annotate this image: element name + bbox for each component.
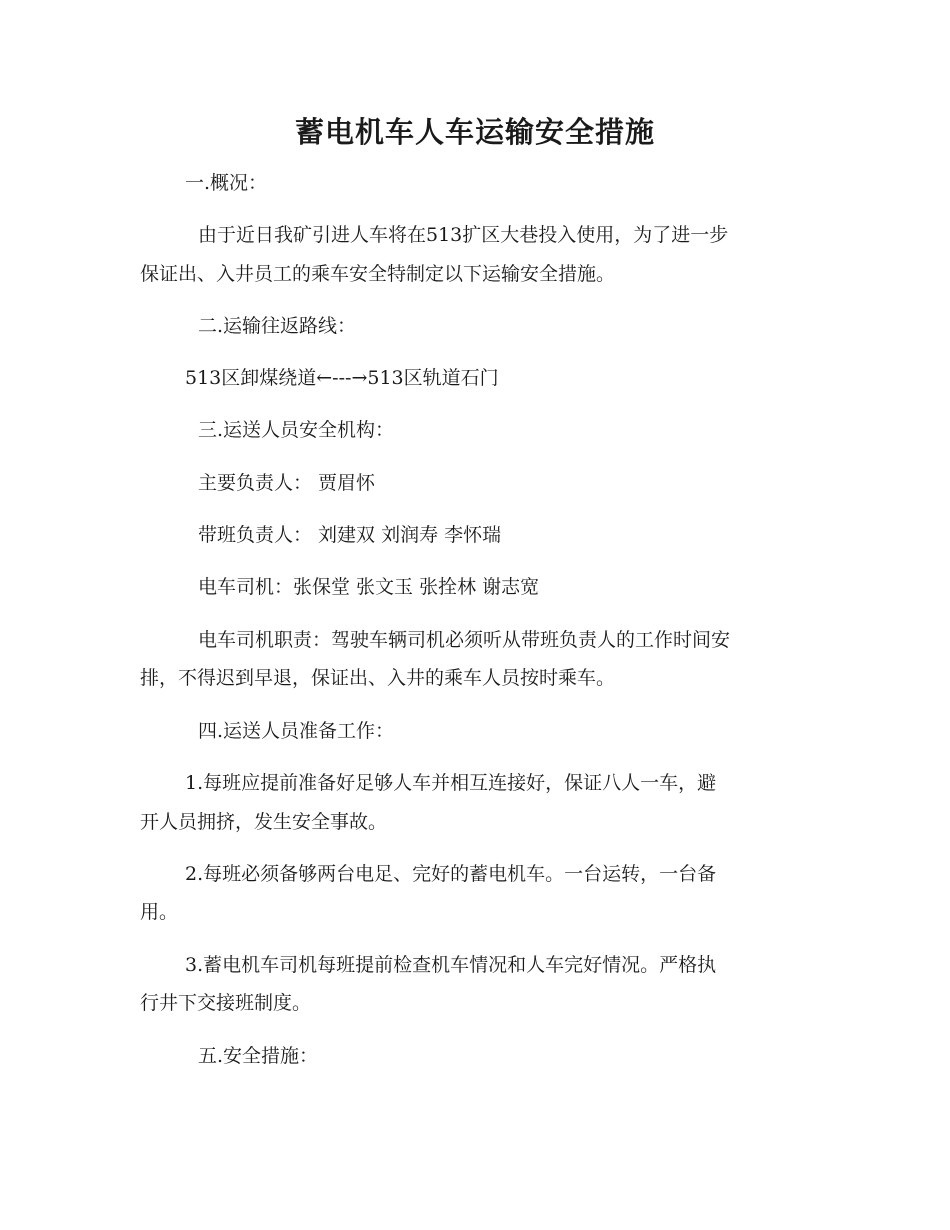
section1-paragraph-line1: 由于近日我矿引进人车将在513扩区大巷投入使用，为了进一步 xyxy=(198,224,729,246)
section4-heading: 四.运送人员准备工作： xyxy=(198,720,395,742)
prep-item3-line2: 行井下交接班制度。 xyxy=(140,992,312,1014)
prep-item1-line1: 1.每班应提前准备好足够人车并相互连接好，保证八人一车，避 xyxy=(185,772,717,794)
prep-item2-line2: 用。 xyxy=(140,901,179,923)
drivers: 电车司机：张保堂 张文玉 张拴林 谢志宽 xyxy=(198,576,540,598)
main-leader: 主要负责人： 贾眉怀 xyxy=(198,472,376,494)
prep-item2-line1: 2.每班必须备够两台电足、完好的蓄电机车。一台运转，一台备 xyxy=(185,863,717,885)
route-text: 513区卸煤绕道←---→513区轨道石门 xyxy=(185,367,499,389)
driver-duty-line2: 排，不得迟到早退，保证出、入井的乘车人员按时乘车。 xyxy=(140,667,616,689)
section1-paragraph-line2: 保证出、入井员工的乘车安全特制定以下运输安全措施。 xyxy=(140,263,616,285)
section5-heading: 五.安全措施： xyxy=(198,1045,319,1067)
section1-heading: 一.概况： xyxy=(185,172,268,194)
prep-item3-line1: 3.蓄电机车司机每班提前检查机车情况和人车完好情况。严格执 xyxy=(185,954,717,976)
document-title: 蓄电机车人车运输安全措施 xyxy=(294,115,655,149)
section2-heading: 二.运输往返路线： xyxy=(198,315,357,337)
shift-leaders: 带班负责人： 刘建双 刘润寿 李怀瑞 xyxy=(198,524,502,546)
prep-item1-line2: 开人员拥挤，发生安全事故。 xyxy=(140,811,388,833)
driver-duty-line1: 电车司机职责：驾驶车辆司机必须听从带班负责人的工作时间安 xyxy=(198,629,731,651)
section3-heading: 三.运送人员安全机构： xyxy=(198,419,395,441)
